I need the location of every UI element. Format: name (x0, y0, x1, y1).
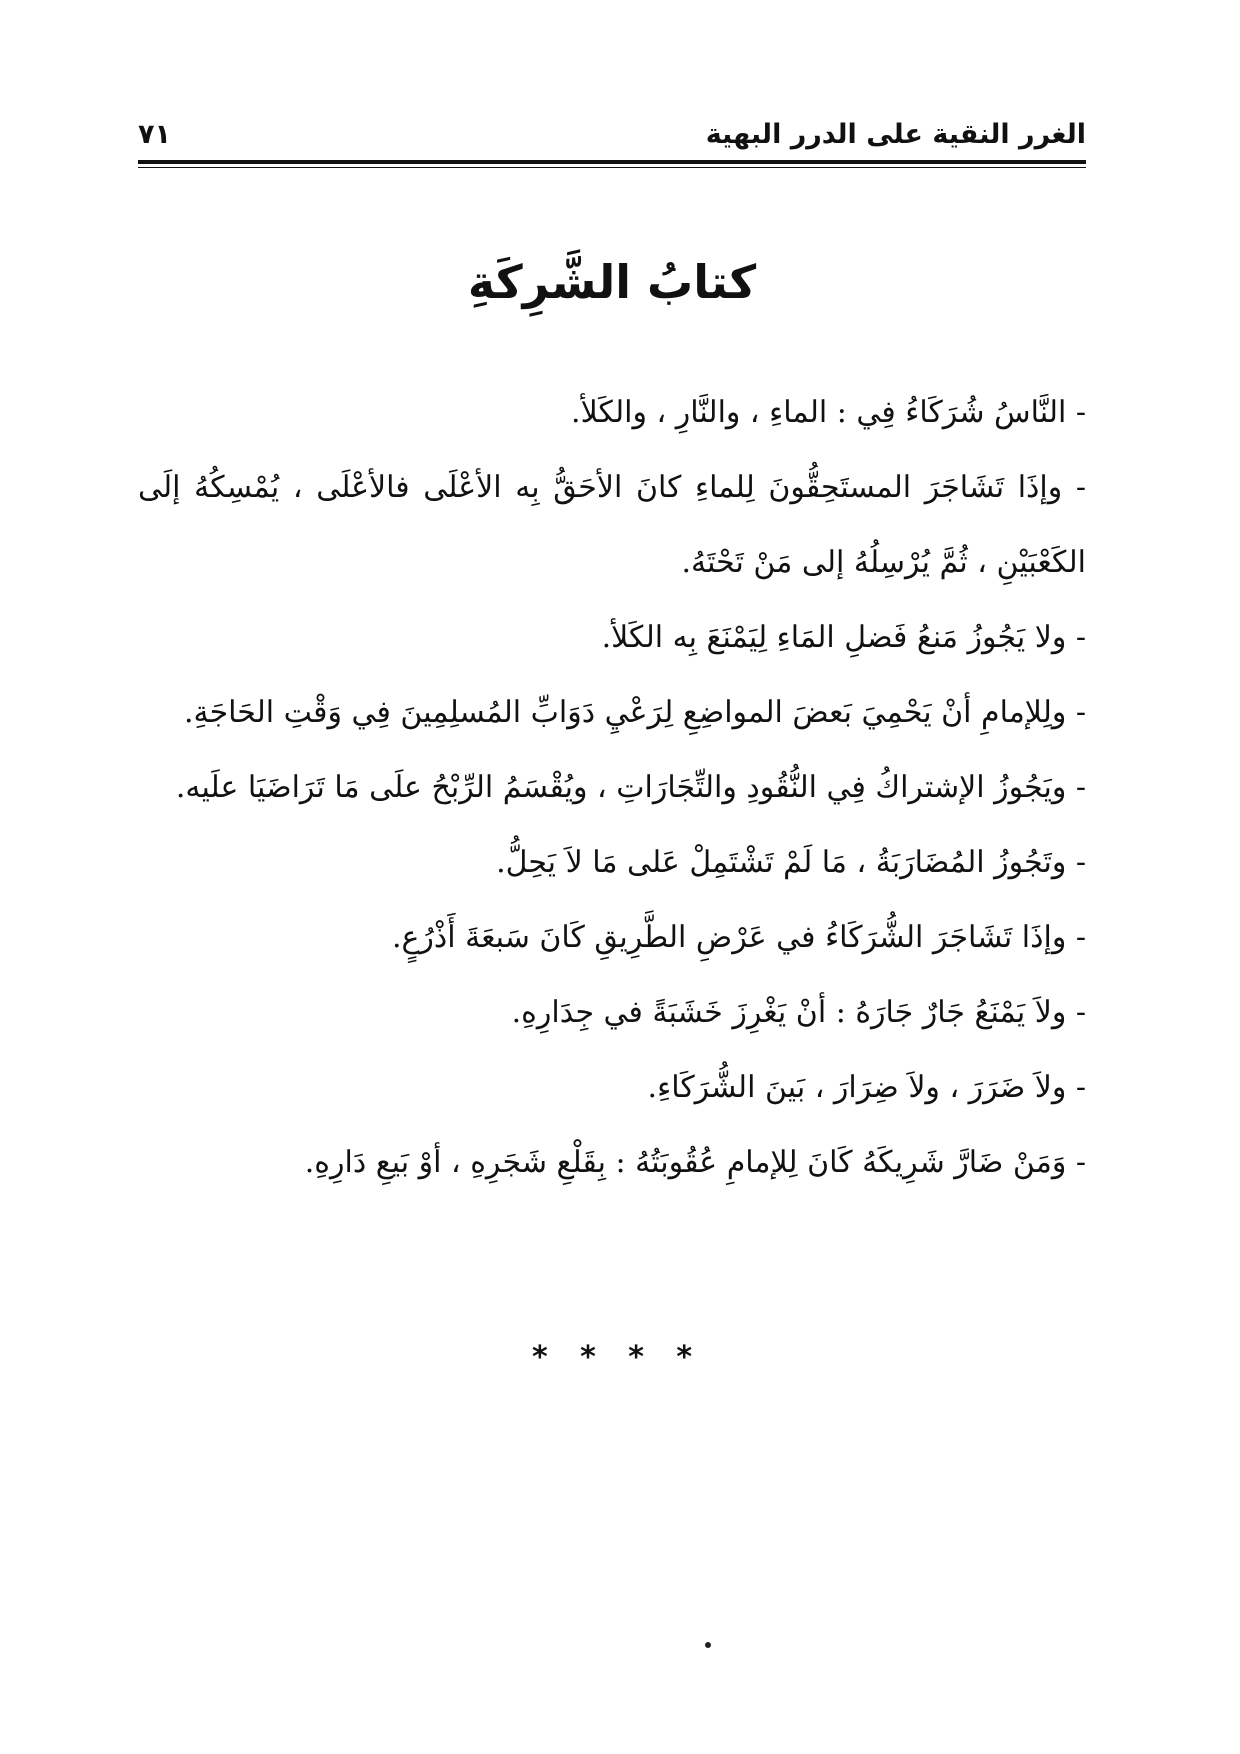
page-dot (705, 1642, 711, 1648)
running-header-title: الغرر النقية على الدرر البهية (705, 119, 1086, 150)
paragraph-2: - وإذَا تَشَاجَرَ المستَحِقُّونَ لِلماءِ كانَ الأحَقُّ بِه الأعْلَى فالأعْلَى ، يُمْسِكُهُ إلَى الكَعْبَيْنِ ، ثُمَّ يُرْسِلُهُ إلى مَنْ تَحْتَهُ. (138, 470, 1086, 580)
paragraph-3: - ولا يَجُوزُ مَنعُ فَضلِ المَاءِ لِيَمْنَعَ بِه الكَلأ. (601, 620, 1086, 655)
chapter-title: كتابُ الشَّرِكَةِ (467, 255, 757, 309)
section-separator: * * * * (531, 1340, 693, 1375)
header-rule-thin (138, 167, 1086, 168)
paragraph-7: - وإذَا تَشَاجَرَ الشُّرَكَاءُ في عَرْضِ الطَّرِيقِ كَانَ سَبعَةَ أَذْرُعٍ. (391, 920, 1086, 955)
paragraph-6: - وتَجُوزُ المُضَارَبَةُ ، مَا لَمْ تَشْتَمِلْ عَلى مَا لاَ يَحِلُّ. (496, 845, 1086, 880)
running-header (138, 112, 1086, 160)
paragraph-4: - ولِلإمامِ أنْ يَحْمِيَ بَعضَ المواضِعِ لِرَعْيِ دَوَابِّ المُسلِمِينَ فِي وَقْتِ الحَاجَةِ. (184, 695, 1086, 730)
paragraph-10: - وَمَنْ ضَارَّ شَرِيكَهُ كَانَ لِلإمامِ عُقُوبَتُهُ : بِقَلْعِ شَجَرِهِ ، أوْ بَيعِ دَارِهِ. (304, 1145, 1086, 1180)
paragraph-1: - النَّاسُ شُرَكَاءُ فِي : الماءِ ، والنَّارِ ، والكَلأ. (571, 395, 1086, 430)
paragraph-5: - ويَجُوزُ الإشتراكُ فِي النُّقُودِ والتِّجَارَاتِ ، ويُقْسَمُ الرِّبْحُ علَى مَا تَرَاضَيَا علَيه. (175, 770, 1086, 805)
paragraph-8: - ولاَ يَمْنَعُ جَارٌ جَارَهُ : أنْ يَغْرِزَ خَشَبَةً في جِدَارِهِ. (511, 995, 1086, 1030)
header-rule-thick (138, 160, 1086, 164)
page-number: ٧١ (138, 119, 171, 150)
paragraph-9: - ولاَ ضَرَرَ ، ولاَ ضِرَارَ ، بَينَ الشُّرَكَاءِ. (647, 1070, 1086, 1105)
body-text (138, 375, 1086, 1200)
